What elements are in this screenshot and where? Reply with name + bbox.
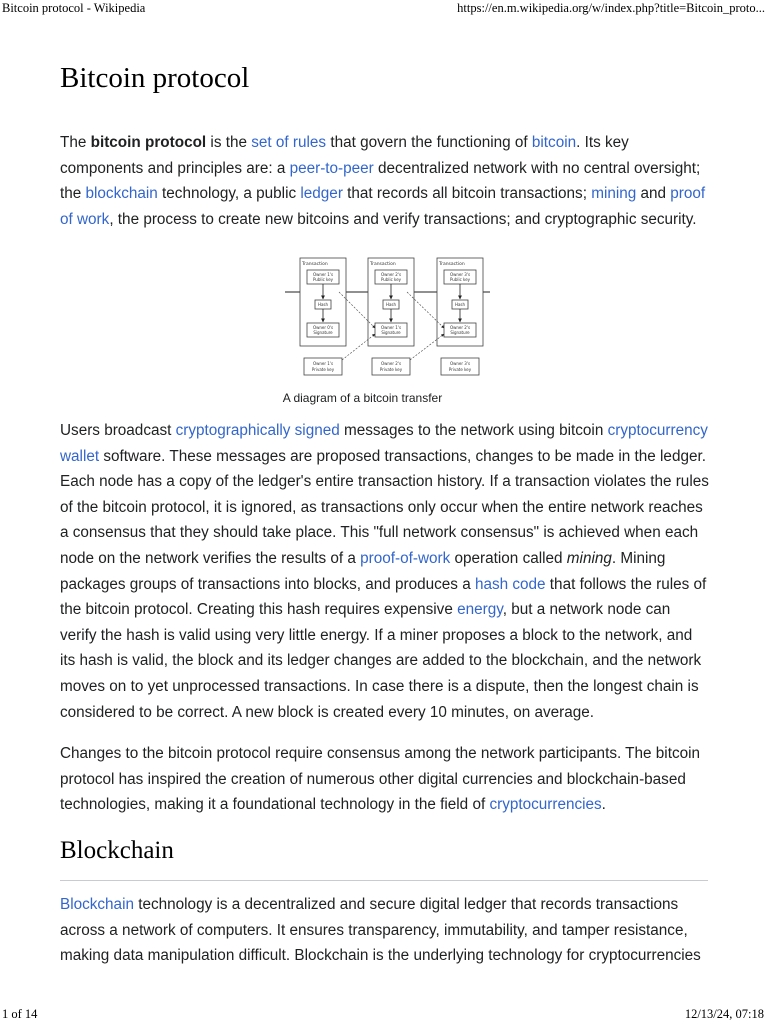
- print-header: [0, 0, 768, 20]
- svg-text:Owner 3's: Owner 3's: [449, 361, 471, 366]
- link-peer-to-peer[interactable]: peer-to-peer: [289, 159, 374, 177]
- paragraph-blockchain: Blockchain technology is a decentralized and secure digital ledger that records transactions across a network of computers. It ensures transparency, immutability, and tamper resistance, making data manipulation difficult. Blockchain is the underlying technology for cryptocurrencies: [60, 896, 701, 965]
- link-mining[interactable]: mining: [591, 185, 637, 203]
- svg-text:Owner 1's: Owner 1's: [312, 361, 334, 366]
- tx-header-1: Transaction: [302, 262, 328, 267]
- svg-text:Public key: Public key: [380, 277, 402, 282]
- svg-text:Hash: Hash: [454, 302, 466, 307]
- svg-text:Owner 2's: Owner 2's: [449, 325, 471, 330]
- svg-text:Private key: Private key: [311, 367, 335, 372]
- link-bitcoin[interactable]: bitcoin: [531, 134, 577, 151]
- link-proof-of-work[interactable]: proof of work: [60, 185, 706, 228]
- svg-text:Owner 3's: Owner 3's: [449, 272, 471, 277]
- svg-text:Hash: Hash: [385, 302, 397, 307]
- svg-text:Owner 2's: Owner 2's: [380, 272, 402, 277]
- svg-text:Public key: Public key: [449, 277, 471, 282]
- link-hash-code[interactable]: hash code: [474, 575, 546, 593]
- transaction-box-3: [437, 258, 483, 346]
- bitcoin-transfer-diagram[interactable]: [280, 254, 490, 379]
- print-url: https://en.m.wikipedia.org/w/index.php?title=Bitcoin_proto...: [457, 1, 765, 15]
- svg-text:Signature: Signature: [381, 330, 401, 335]
- paragraph-network: Users broadcast cryptographically signed messages to the network using bitcoin cryptocurrency wallet software. These messages are proposed transactions, changes to be made in the ledger. Each node has a copy of the ledger's entire transaction history. If a transaction violates the rules of the bitcoin protocol, it is ignored, as transactions only occur when the entire network reaches a consensus that they should take place. This "full network consensus" is achieved when each node on the network verifies the results of a proof-of-work operation called mining. Mining packages groups of transactions into blocks, and produces a hash code that follows the rules of the bitcoin protocol. Creating this hash requires expensive energy, but a network node can verify the hash is valid using very little energy. If a miner proposes a block to the network, and its hash is valid, the block and its ledger changes are added to the blockchain, and the network moves on to yet unprocessed transactions. In case there is a dispute, then the longest chain is considered to be correct. A new block is created every 10 minutes, on average.: [60, 422, 709, 721]
- print-page-number: 1 of 14: [2, 1007, 38, 1021]
- intro-paragraph: The bitcoin protocol is the set of rules that govern the functioning of bitcoin. Its key components and principles are: a peer-to-peer decentralized network with no central oversight; the blockchain technology, a public ledger that records all bitcoin transactions; mining and proof of work, the process to create new bitcoins and verify transactions; and cryptographic security.: [60, 134, 706, 228]
- transaction-box-2: [368, 258, 414, 346]
- italic-mining: mining: [566, 549, 612, 567]
- link-energy[interactable]: energy: [457, 601, 503, 619]
- tx-header-2: Transaction: [370, 262, 396, 267]
- link-ledger[interactable]: ledger: [300, 185, 343, 203]
- page-title: Bitcoin protocol: [60, 62, 250, 94]
- print-datetime: 12/13/24, 07:18: [684, 1007, 764, 1021]
- link-set-of-rules[interactable]: set of rules: [251, 134, 327, 151]
- svg-text:Private key: Private key: [379, 367, 403, 372]
- link-cryptocurrencies[interactable]: cryptocurrencies: [489, 796, 602, 814]
- section-divider: [60, 880, 708, 881]
- link-proof-of-work-2[interactable]: proof-of-work: [360, 549, 451, 567]
- private-key-3: [441, 358, 479, 375]
- diagram-svg: [280, 254, 490, 379]
- svg-text:Owner 2's: Owner 2's: [380, 361, 402, 366]
- link-cryptographically-signed[interactable]: cryptographically signed: [175, 422, 340, 439]
- transaction-box-1: [300, 258, 346, 346]
- private-key-2: [372, 358, 410, 375]
- section-heading-blockchain[interactable]: Blockchain: [60, 837, 174, 864]
- link-cryptocurrency-wallet[interactable]: cryptocurrency wallet: [60, 422, 708, 465]
- svg-text:Hash: Hash: [317, 302, 329, 307]
- svg-text:Public key: Public key: [312, 277, 334, 282]
- link-blockchain[interactable]: blockchain: [85, 185, 158, 203]
- svg-text:Private key: Private key: [448, 367, 472, 372]
- bold-term: bitcoin protocol: [90, 134, 207, 151]
- paragraph-consensus: Changes to the bitcoin protocol require consensus among the network participants. The bitcoin protocol has inspired the creation of numerous other digital currencies and blockchain-based technologies, making it a foundational technology in the field of cryptocurrencies.: [60, 745, 701, 814]
- figure-caption: A diagram of a bitcoin transfer: [282, 391, 443, 405]
- svg-text:Signature: Signature: [313, 330, 333, 335]
- svg-text:Owner 1's: Owner 1's: [380, 325, 402, 330]
- private-key-1: [304, 358, 342, 375]
- print-page-title: Bitcoin protocol - Wikipedia: [2, 1, 146, 15]
- link-blockchain-2[interactable]: Blockchain: [60, 896, 134, 913]
- svg-text:Owner 1's: Owner 1's: [312, 272, 334, 277]
- svg-text:Owner 0's: Owner 0's: [312, 325, 334, 330]
- svg-text:Signature: Signature: [450, 330, 470, 335]
- print-footer: [0, 1004, 768, 1024]
- tx-header-3: Transaction: [439, 262, 465, 267]
